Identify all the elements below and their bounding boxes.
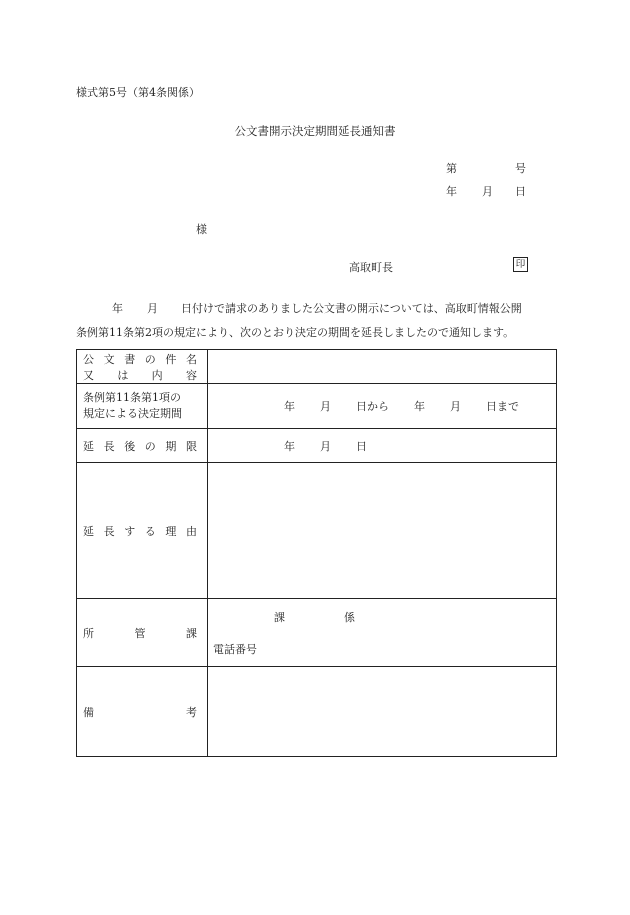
char: 期 — [165, 439, 177, 453]
notice-paragraph — [76, 297, 556, 345]
label-remarks-chars — [83, 704, 197, 720]
char: 内 — [151, 368, 163, 382]
original-period-fields — [208, 398, 556, 414]
char: 由 — [185, 524, 197, 538]
form-number: 様式第5号（第4条関係） — [76, 86, 200, 99]
document-number-prefix: 第 — [446, 162, 457, 175]
recipient-honorific: 様 — [196, 223, 207, 236]
notice-year: 年 — [112, 302, 123, 315]
period-start-month: 月 — [320, 400, 331, 413]
label-document-subject — [77, 350, 208, 384]
value-extension-reason[interactable] — [208, 463, 557, 599]
char: 考 — [186, 705, 197, 719]
row-responsible-section — [77, 599, 557, 667]
char: 延 — [83, 439, 94, 453]
issue-date-month: 月 — [482, 185, 493, 198]
char: る — [144, 524, 156, 538]
value-original-period[interactable] — [208, 384, 557, 429]
row-extended-deadline — [77, 429, 557, 463]
char: 書 — [124, 352, 136, 366]
extended-deadline-fields — [208, 438, 556, 454]
label-original-period-line-1: 条例第11条第1項の — [83, 391, 181, 404]
char: は — [117, 368, 129, 382]
char: 名 — [185, 352, 197, 366]
row-remarks — [77, 667, 557, 757]
issue-date — [446, 183, 526, 199]
period-end-year: 年 — [414, 400, 425, 413]
value-responsible-section[interactable] — [208, 599, 557, 667]
notice-table — [76, 349, 557, 757]
seal-mark: 印 — [513, 257, 528, 272]
char: 長 — [103, 524, 115, 538]
deadline-day: 日 — [356, 439, 367, 453]
label-remarks — [77, 667, 208, 757]
char: 延 — [83, 524, 94, 538]
char: 課 — [186, 626, 197, 640]
char: す — [124, 524, 136, 538]
char: 管 — [134, 626, 146, 640]
char: 備 — [83, 705, 94, 719]
char: 容 — [185, 368, 197, 382]
document-number-suffix: 号 — [515, 162, 526, 175]
period-end-day: 日まで — [486, 400, 519, 413]
char: 後 — [124, 439, 136, 453]
deadline-month: 月 — [320, 439, 331, 453]
label-responsible-section — [77, 599, 208, 667]
document-title: 公文書開示決定期間延長通知書 — [234, 124, 396, 138]
issue-date-day: 日 — [515, 185, 526, 198]
issue-date-year: 年 — [446, 185, 457, 198]
period-start-day: 日から — [356, 400, 389, 413]
notice-line-1-text: 日付けで請求のありました公文書の開示については、高取町情報公開 — [181, 302, 522, 315]
label-original-period-line-2: 規定による決定期間 — [83, 407, 182, 420]
section-kakari: 係 — [344, 611, 355, 624]
notice-line-2: 条例第11条第2項の規定により、次のとおり決定の期間を延長しましたので通知します。 — [76, 326, 515, 339]
notice-line-1 — [76, 297, 556, 321]
value-document-subject[interactable] — [208, 350, 557, 384]
char: 所 — [83, 626, 94, 640]
section-ka: 課 — [274, 611, 285, 624]
label-original-period — [77, 384, 208, 429]
value-remarks[interactable] — [208, 667, 557, 757]
responsible-section-fields — [208, 599, 556, 666]
row-document-subject — [77, 350, 557, 384]
period-start-year: 年 — [284, 400, 295, 413]
label-subject-line-2 — [83, 367, 197, 383]
label-extension-reason — [77, 463, 208, 599]
char: の — [144, 439, 156, 453]
label-extended-deadline — [77, 429, 208, 463]
notice-month: 月 — [147, 302, 158, 315]
char: 又 — [83, 368, 94, 382]
char: 限 — [185, 439, 197, 453]
row-extension-reason — [77, 463, 557, 599]
sender-name: 高取町長 — [349, 261, 393, 274]
deadline-year: 年 — [284, 439, 295, 453]
char: 件 — [165, 352, 177, 366]
label-subject-line-1 — [83, 351, 197, 367]
char: の — [144, 352, 156, 366]
char: 文 — [103, 352, 115, 366]
row-original-period — [77, 384, 557, 429]
char: 長 — [103, 439, 115, 453]
period-end-month: 月 — [450, 400, 461, 413]
label-extended-deadline-chars — [83, 438, 197, 454]
value-extended-deadline[interactable] — [208, 429, 557, 463]
label-extension-reason-chars — [83, 523, 197, 539]
char: 公 — [83, 352, 94, 366]
label-responsible-section-chars — [83, 625, 197, 641]
char: 理 — [165, 524, 177, 538]
phone-number-label: 電話番号 — [213, 643, 257, 656]
